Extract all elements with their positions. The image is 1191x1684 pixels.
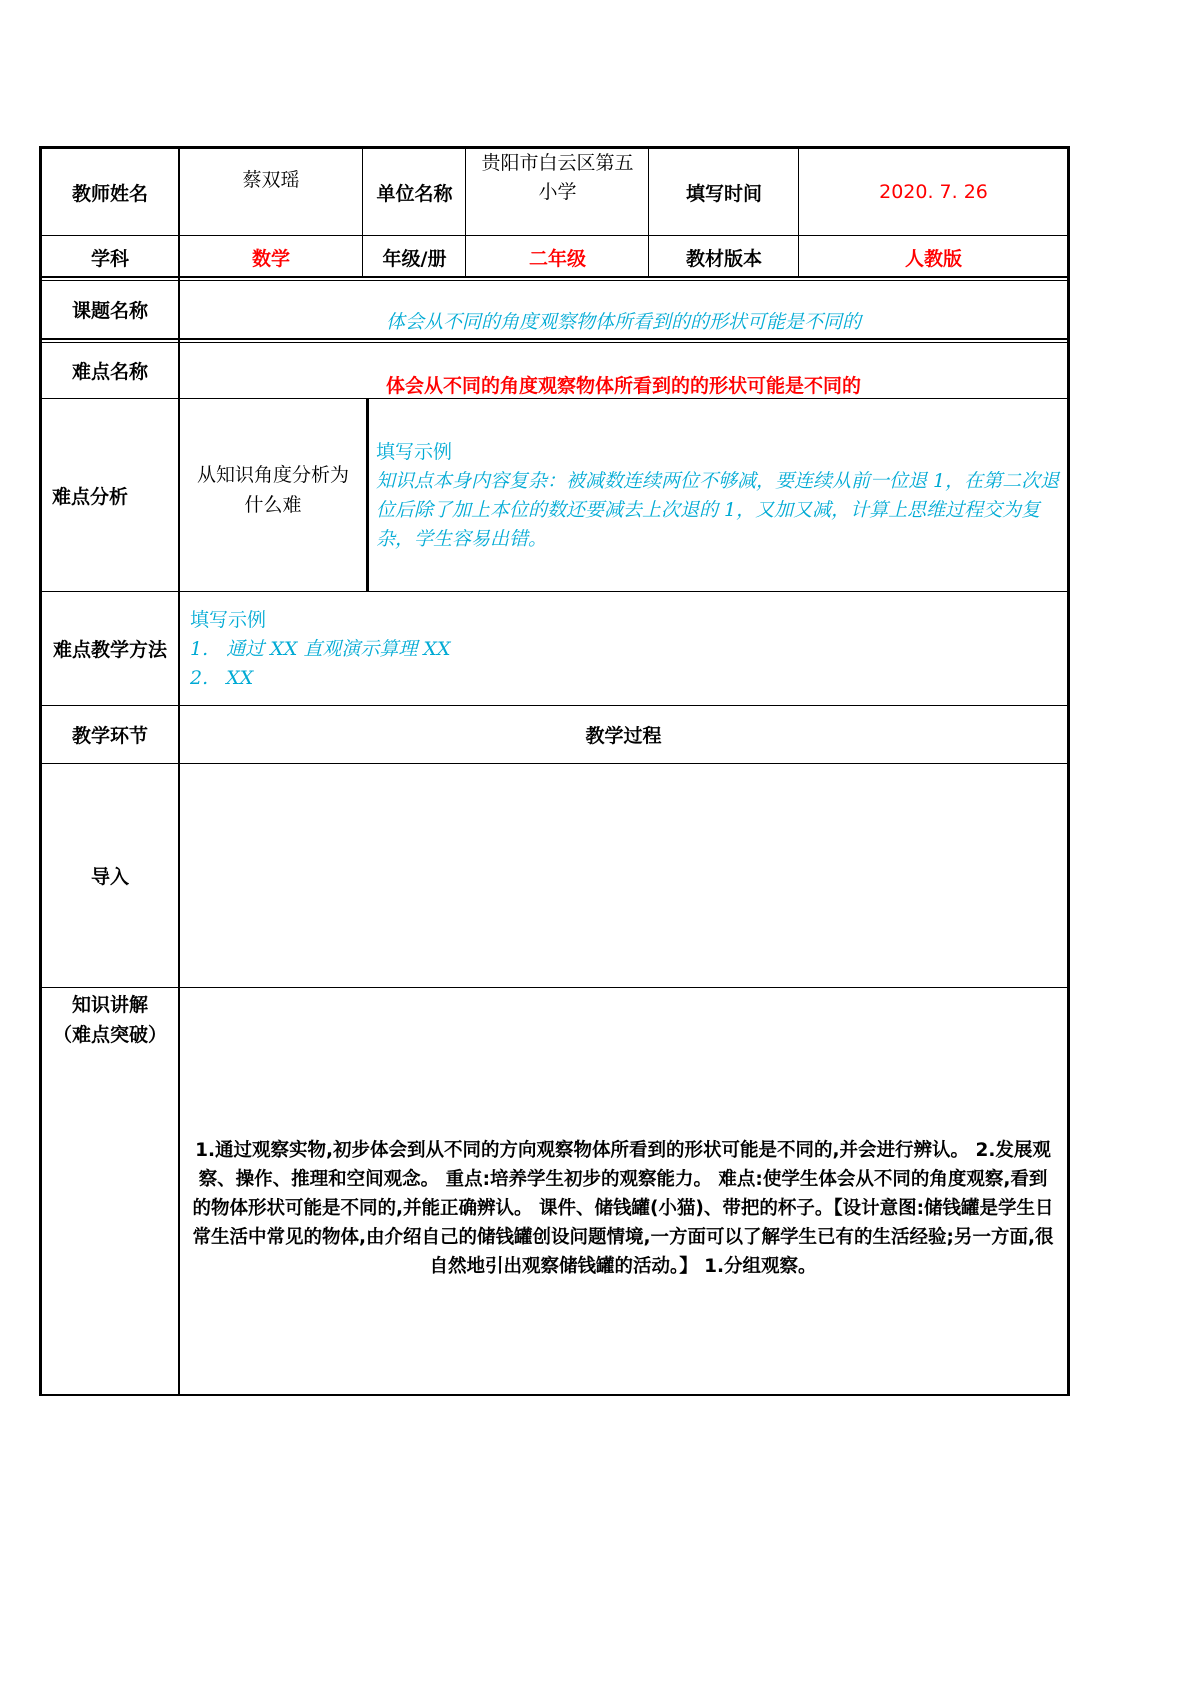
knowledge-label: [42, 990, 178, 1050]
grade-value: 二年级: [528, 247, 586, 270]
analysis-sub-label: 从知识角度分析为什么难: [196, 464, 349, 516]
column-divider: [465, 146, 466, 277]
row-divider: [40, 280, 1070, 281]
difficulty-value: 体会从不同的角度观察物体所看到的的形状可能是不同的: [385, 374, 861, 397]
intro-content: [180, 764, 1067, 987]
method-example: [190, 606, 1050, 693]
edition-label: 教材版本: [685, 247, 762, 270]
column-divider: [362, 146, 363, 277]
row-divider: [40, 987, 1070, 988]
row-divider: [40, 591, 1070, 592]
teacher-name-value: 蔡双瑶: [242, 168, 300, 191]
process-header: 教学过程: [585, 725, 662, 747]
method-example-title: 填写示例: [190, 609, 267, 631]
intro-label: 导入: [90, 866, 129, 888]
analysis-example-title: 填写示例: [376, 441, 453, 463]
method-item-2: 2. XX: [190, 667, 254, 689]
subject-value: 数学: [251, 247, 290, 270]
table-border-bottom: [40, 1394, 1070, 1396]
grade-label: 年级/册: [382, 247, 447, 270]
knowledge-label-line1: 知识讲解: [71, 994, 148, 1016]
knowledge-label-line2: （难点突破）: [52, 1024, 167, 1046]
method-label: 难点教学方法: [52, 639, 167, 661]
analysis-example-text: 知识点本身内容复杂：被减数连续两位不够减，要连续从前一位退 1，在第二次退位后除了加上本位的数还要减去上次退的 1，又加又减，计算上思维过程交为复杂，学生容易出错。: [376, 470, 1060, 550]
method-item-1: 1. 通过 XX 直观演示算理 XX: [190, 638, 451, 660]
topic-label: 课题名称: [71, 300, 148, 322]
analysis-example: [376, 437, 1064, 554]
column-divider: [366, 398, 369, 592]
row-divider: [40, 342, 1070, 343]
fill-date-value: 2020. 7. 26: [879, 181, 988, 203]
fill-date-label: 填写时间: [685, 182, 762, 205]
column-divider: [798, 146, 799, 277]
topic-value: 体会从不同的角度观察物体所看到的的形状可能是不同的: [385, 310, 861, 333]
table-border-right: [1067, 146, 1070, 1396]
column-divider: [648, 146, 649, 277]
subject-label: 学科: [90, 247, 129, 270]
analysis-label: 难点分析: [52, 485, 129, 508]
difficulty-label: 难点名称: [71, 361, 148, 383]
knowledge-content: 1.通过观察实物,初步体会到从不同的方向观察物体所看到的形状可能是不同的,并会进行辨认。 2.发展观察、操作、推理和空间观念。 重点:培养学生初步的观察能力。 难点:使学生体会从不同的角度观察,看到的物体形状可能是不同的,并能正确辨认。 课件、储钱罐(小猫)、带把的杯子。【设计意图:储钱罐是学生日常生活中常见的物体,由介绍自己的储钱罐创设问题情境,一方面可以了解学生已有的生活经验;另一方面,很自然地引出观察储钱罐的活动。】 1.分组观察。: [192, 1140, 1054, 1277]
unit-name-value: 贵阳市白云区第五小学: [481, 152, 634, 203]
teacher-name-label: 教师姓名: [71, 182, 148, 205]
stage-header: 教学环节: [71, 725, 148, 747]
unit-name-label: 单位名称: [376, 182, 453, 205]
edition-value: 人教版: [904, 247, 962, 270]
